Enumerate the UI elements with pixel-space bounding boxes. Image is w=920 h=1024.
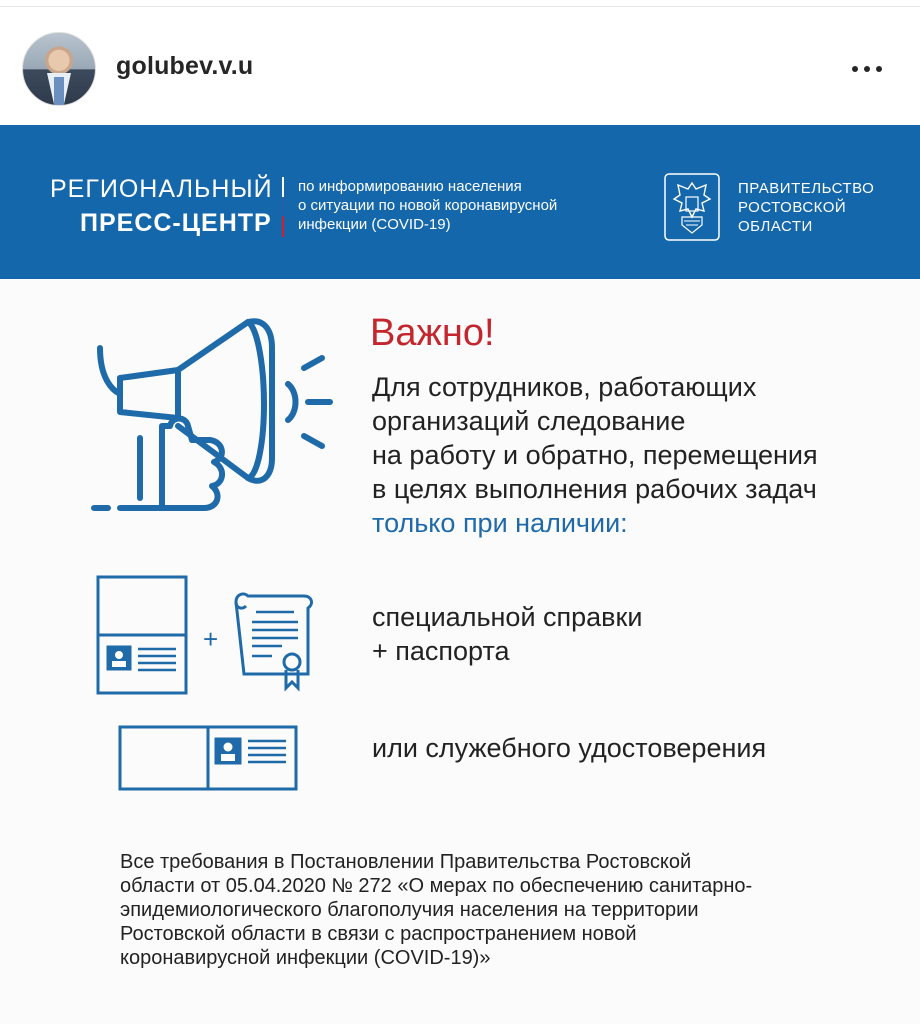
- footnote-line: коронавирусной инфекции (COVID-19)»: [120, 947, 491, 969]
- banner-title-line1: РЕГИОНАЛЬНЫЙ: [50, 175, 273, 203]
- banner-subtitle: [298, 177, 628, 234]
- government-name-line: ОБЛАСТИ: [738, 218, 813, 235]
- footnote-line: Ростовской области в связи с распространением новой: [120, 923, 637, 945]
- banner-subtitle-line: о ситуации по новой коронавирусной: [298, 197, 558, 214]
- notice-accent-line: только при наличии:: [372, 508, 628, 538]
- footnote-line: эпидемиологического благополучия населения на территории: [120, 899, 699, 921]
- government-name: [738, 179, 874, 236]
- option-service-id: или служебного удостоверения: [372, 733, 767, 763]
- flag-divider: [282, 177, 284, 237]
- notice-body-line: организаций следование: [372, 406, 686, 436]
- username-link[interactable]: golubev.v.u: [116, 52, 254, 80]
- footnote-line: Все требования в Постановлении Правительства Ростовской: [120, 851, 692, 873]
- government-name-line: РОСТОВСКОЙ: [738, 199, 847, 216]
- megaphone-icon: [80, 308, 340, 528]
- legal-footnote: [120, 850, 900, 970]
- banner-title-line2: ПРЕСС-ЦЕНТР: [80, 209, 272, 237]
- footnote-line: области от 05.04.2020 № 272 «О мерах по обеспечению санитарно-: [120, 875, 753, 897]
- option-line: специальной справки: [372, 602, 643, 632]
- government-name-line: ПРАВИТЕЛЬСТВО: [738, 180, 875, 197]
- more-options-icon[interactable]: [852, 59, 892, 79]
- notice-body-line: Для сотрудников, работающих: [372, 372, 757, 402]
- notice-body-line: на работу и обратно, перемещения: [372, 440, 818, 470]
- notice-body-line: в целях выполнения рабочих задач: [372, 474, 817, 504]
- passport-icon: [96, 575, 188, 695]
- post-header: [0, 7, 920, 125]
- important-heading: Важно!: [370, 312, 495, 354]
- notice-body: [372, 370, 912, 540]
- banner-subtitle-line: инфекции (COVID-19): [298, 216, 451, 233]
- top-divider: [0, 0, 920, 7]
- banner-subtitle-line: по информированию населения: [298, 178, 522, 195]
- avatar[interactable]: [22, 32, 96, 106]
- press-center-banner: [0, 125, 920, 279]
- option-certificate-passport: [372, 600, 642, 668]
- coat-of-arms-emblem: [664, 173, 720, 241]
- id-card-icon: [118, 725, 298, 791]
- plus-sign: +: [203, 624, 219, 654]
- certificate-icon: [232, 588, 318, 694]
- option-line: + паспорта: [372, 636, 510, 666]
